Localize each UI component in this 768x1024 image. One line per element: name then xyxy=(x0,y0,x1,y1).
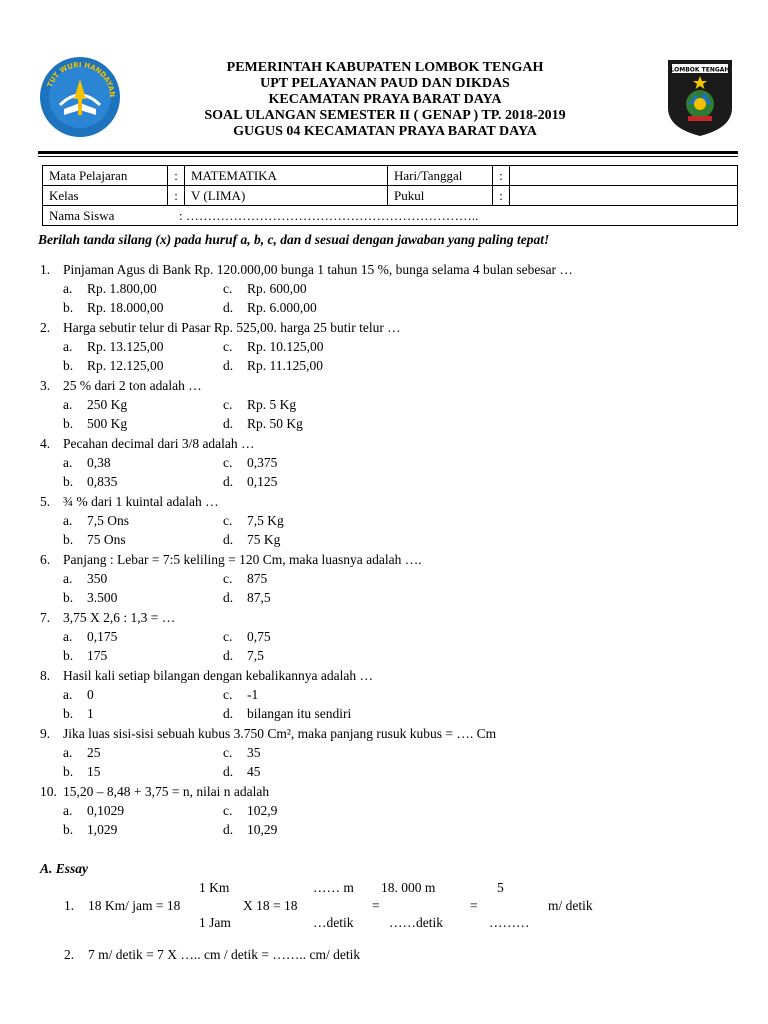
option-letter[interactable]: c. xyxy=(223,803,233,818)
option-text: Rp. 1.800,00 xyxy=(87,281,157,296)
option-letter[interactable]: b. xyxy=(63,532,74,547)
option-b xyxy=(63,358,164,374)
option-text: Rp. 6.000,00 xyxy=(247,300,317,315)
question-number: 4. xyxy=(40,436,51,451)
option-letter[interactable]: d. xyxy=(223,822,234,837)
option-c xyxy=(223,629,271,645)
question-text: Harga sebutir telur di Pasar Rp. 525,00. harga 25 butir telur … xyxy=(63,320,401,335)
question-1 xyxy=(40,262,573,278)
option-c xyxy=(223,571,267,587)
option-text: 7,5 xyxy=(247,648,264,663)
option-letter[interactable]: b. xyxy=(63,648,74,663)
option-c xyxy=(223,339,324,355)
option-b xyxy=(63,590,117,606)
option-d xyxy=(223,416,303,432)
option-d xyxy=(223,822,277,838)
option-text: Rp. 50 Kg xyxy=(247,416,303,431)
option-letter[interactable]: d. xyxy=(223,706,234,721)
option-letter[interactable]: c. xyxy=(223,455,233,470)
option-letter[interactable]: c. xyxy=(223,571,233,586)
option-letter[interactable]: d. xyxy=(223,416,234,431)
option-text: 10,29 xyxy=(247,822,278,837)
svg-text:TUT WURI HANDAYANI: TUT WURI HANDAYAN xyxy=(45,60,117,98)
option-letter[interactable]: a. xyxy=(63,455,73,470)
option-text: Rp. 5 Kg xyxy=(247,397,297,412)
option-d xyxy=(223,474,277,490)
option-text: Rp. 11.125,00 xyxy=(247,358,324,373)
option-d xyxy=(223,764,261,780)
option-a xyxy=(63,339,164,355)
option-letter[interactable]: a. xyxy=(63,513,73,528)
option-c xyxy=(223,745,261,761)
option-letter[interactable]: d. xyxy=(223,590,234,605)
student-info-table xyxy=(42,165,738,226)
option-letter[interactable]: c. xyxy=(223,687,233,702)
option-b xyxy=(63,416,127,432)
option-a xyxy=(63,513,129,529)
question-3 xyxy=(40,378,202,394)
option-text: 7,5 Ons xyxy=(87,513,130,528)
question-number: 8. xyxy=(40,668,51,683)
option-text: 45 xyxy=(247,764,261,779)
essay-1-times: X 18 = 18 xyxy=(243,898,298,913)
essay-1-bottom-1: 1 Jam xyxy=(199,915,231,930)
option-a xyxy=(63,803,124,819)
essay-1-main: 18 Km/ jam = 18 xyxy=(88,898,181,913)
question-number: 5. xyxy=(40,494,51,509)
option-text: 0,125 xyxy=(247,474,278,489)
option-c xyxy=(223,803,277,819)
option-a xyxy=(63,455,111,471)
question-text: ¾ % dari 1 kuintal adalah … xyxy=(63,494,219,509)
option-text: bilangan itu sendiri xyxy=(247,706,352,721)
option-text: 0 xyxy=(87,687,94,702)
option-text: 15 xyxy=(87,764,101,779)
header-rule-thick xyxy=(38,151,738,154)
option-letter[interactable]: a. xyxy=(63,281,73,296)
option-b xyxy=(63,706,94,722)
pukul-label: Pukul xyxy=(388,186,493,206)
question-8 xyxy=(40,668,373,684)
option-b xyxy=(63,474,117,490)
option-text: 350 xyxy=(87,571,108,586)
option-a xyxy=(63,397,127,413)
option-b xyxy=(63,648,107,664)
option-c xyxy=(223,455,277,471)
option-letter[interactable]: c. xyxy=(223,281,233,296)
option-text: 7,5 Kg xyxy=(247,513,284,528)
option-letter[interactable]: d. xyxy=(223,300,234,315)
option-a xyxy=(63,745,101,761)
option-letter[interactable]: c. xyxy=(223,513,233,528)
colon: : xyxy=(168,186,185,206)
option-letter[interactable]: a. xyxy=(63,803,73,818)
option-letter[interactable]: a. xyxy=(63,339,73,354)
option-letter[interactable]: b. xyxy=(63,706,74,721)
option-text: 875 xyxy=(247,571,268,586)
nama-siswa-row[interactable] xyxy=(43,206,738,226)
question-4 xyxy=(40,436,255,452)
option-text: Rp. 13.125,00 xyxy=(87,339,164,354)
option-letter[interactable]: d. xyxy=(223,648,234,663)
lombok-tengah-crest xyxy=(666,58,734,138)
option-letter[interactable]: c. xyxy=(223,397,233,412)
option-text: Rp. 10.125,00 xyxy=(247,339,324,354)
mapel-label: Mata Pelajaran xyxy=(43,166,168,186)
option-b xyxy=(63,764,101,780)
essay-2-number: 2. xyxy=(64,947,75,962)
essay-title: A. Essay xyxy=(40,861,89,876)
header-line-5: GUGUS 04 KECAMATAN PRAYA BARAT DAYA xyxy=(233,124,537,139)
option-letter[interactable]: b. xyxy=(63,590,74,605)
option-c xyxy=(223,687,258,703)
pukul-value[interactable] xyxy=(510,186,738,206)
option-letter[interactable]: a. xyxy=(63,687,73,702)
option-letter[interactable]: d. xyxy=(223,764,234,779)
question-2 xyxy=(40,320,401,336)
essay-1-bottom-2: …detik xyxy=(313,915,354,930)
essay-1-equals-2: = xyxy=(470,898,478,913)
document-header xyxy=(150,60,620,140)
hari-value[interactable] xyxy=(510,166,738,186)
question-text: Pinjaman Agus di Bank Rp. 120.000,00 bunga 1 tahun 15 %, bunga selama 4 bulan sebesar … xyxy=(63,262,573,277)
header-rule-thin xyxy=(38,156,738,157)
option-text: Rp. 18.000,00 xyxy=(87,300,164,315)
question-7 xyxy=(40,610,175,626)
option-letter[interactable]: d. xyxy=(223,358,234,373)
option-letter[interactable]: b. xyxy=(63,416,74,431)
option-d xyxy=(223,706,351,722)
option-text: 75 Kg xyxy=(247,532,281,547)
question-text: Jika luas sisi-sisi sebuah kubus 3.750 Cm², maka panjang rusuk kubus = …. Cm xyxy=(63,726,497,741)
option-letter[interactable]: c. xyxy=(223,745,233,760)
question-10 xyxy=(40,784,269,800)
option-text: 0,75 xyxy=(247,629,271,644)
option-text: 0,1029 xyxy=(87,803,125,818)
essay-1-bottom-4: ……… xyxy=(489,915,530,930)
question-text: 15,20 – 8,48 + 3,75 = n, nilai n adalah xyxy=(63,784,270,799)
option-letter[interactable]: b. xyxy=(63,764,74,779)
kelas-label: Kelas xyxy=(43,186,168,206)
essay-1-bottom-3: ……detik xyxy=(389,915,443,930)
option-text: 250 Kg xyxy=(87,397,128,412)
essay-2-text: 7 m/ detik = 7 X ….. cm / detik = …….. cm/ detik xyxy=(88,947,361,962)
option-text: 102,9 xyxy=(247,803,278,818)
option-a xyxy=(63,687,94,703)
instruction: Berilah tanda silang (x) pada huruf a, b, c, dan d sesuai dengan jawaban yang paling tepat! xyxy=(38,232,550,247)
question-number: 3. xyxy=(40,378,51,393)
question-number: 6. xyxy=(40,552,51,567)
option-letter[interactable]: b. xyxy=(63,358,74,373)
essay-1-number: 1. xyxy=(64,898,75,913)
option-text: -1 xyxy=(247,687,259,702)
colon: : xyxy=(493,186,510,206)
option-letter[interactable]: a. xyxy=(63,629,73,644)
colon: : xyxy=(493,166,510,186)
question-5 xyxy=(40,494,219,510)
option-text: 0,835 xyxy=(87,474,118,489)
option-text: 75 Ons xyxy=(87,532,126,547)
question-text: Panjang : Lebar = 7:5 keliling = 120 Cm, maka luasnya adalah …. xyxy=(63,552,422,567)
option-c xyxy=(223,397,296,413)
option-letter[interactable]: c. xyxy=(223,629,233,644)
option-d xyxy=(223,532,280,548)
option-a xyxy=(63,571,107,587)
question-text: 25 % dari 2 ton adalah … xyxy=(63,378,202,393)
essay-1-top-2: …… m xyxy=(313,880,354,895)
option-text: Rp. 12.125,00 xyxy=(87,358,164,373)
question-number: 9. xyxy=(40,726,51,741)
question-text: Pecahan decimal dari 3/8 adalah … xyxy=(63,436,255,451)
header-line-3: KECAMATAN PRAYA BARAT DAYA xyxy=(268,92,502,107)
option-text: 25 xyxy=(87,745,101,760)
option-letter[interactable]: b. xyxy=(63,300,74,315)
hari-label: Hari/Tanggal xyxy=(388,166,493,186)
essay-1-equals-1: = xyxy=(372,898,380,913)
essay-1-tail: m/ detik xyxy=(548,898,593,913)
essay-1-top-3: 18. 000 m xyxy=(381,880,436,895)
option-letter[interactable]: b. xyxy=(63,474,74,489)
nama-label: Nama Siswa xyxy=(49,207,115,223)
tut-wuri-handayani-logo xyxy=(38,55,122,139)
header-line-1: PEMERINTAH KABUPATEN LOMBOK TENGAH xyxy=(226,60,544,75)
option-b xyxy=(63,532,126,548)
option-text: 175 xyxy=(87,648,108,663)
option-b xyxy=(63,300,164,316)
option-text: 0,375 xyxy=(247,455,278,470)
option-text: 35 xyxy=(247,745,261,760)
option-text: 87,5 xyxy=(247,590,271,605)
kelas-value: V (LIMA) xyxy=(185,186,388,206)
option-a xyxy=(63,629,117,645)
option-letter[interactable]: a. xyxy=(63,571,73,586)
option-d xyxy=(223,648,264,664)
option-text: 1 xyxy=(87,706,94,721)
option-text: 1,029 xyxy=(87,822,118,837)
question-9 xyxy=(40,726,496,742)
option-c xyxy=(223,513,284,529)
option-text: 0,38 xyxy=(87,455,111,470)
mapel-value: MATEMATIKA xyxy=(185,166,388,186)
option-c xyxy=(223,281,307,297)
option-text: 3.500 xyxy=(87,590,118,605)
nama-value: : ………………………………………………………….. xyxy=(179,207,479,223)
question-number: 10. xyxy=(40,784,57,799)
option-d xyxy=(223,358,323,374)
option-a xyxy=(63,281,157,297)
essay-1-top-1: 1 Km xyxy=(199,880,230,895)
option-letter[interactable]: a. xyxy=(63,397,73,412)
question-text: 3,75 X 2,6 : 1,3 = … xyxy=(63,610,176,625)
svg-text:LOMBOK TENGAH: LOMBOK TENGAH xyxy=(670,66,730,74)
question-number: 2. xyxy=(40,320,51,335)
option-d xyxy=(223,300,317,316)
option-d xyxy=(223,590,271,606)
question-text: Hasil kali setiap bilangan dengan kebalikannya adalah … xyxy=(63,668,374,683)
option-letter[interactable]: c. xyxy=(223,339,233,354)
option-b xyxy=(63,822,117,838)
colon: : xyxy=(168,166,185,186)
option-text: Rp. 600,00 xyxy=(247,281,307,296)
question-6 xyxy=(40,552,422,568)
option-letter[interactable]: b. xyxy=(63,822,74,837)
option-letter[interactable]: d. xyxy=(223,474,234,489)
option-letter[interactable]: d. xyxy=(223,532,234,547)
essay-1-top-4: 5 xyxy=(497,880,504,895)
option-text: 0,175 xyxy=(87,629,118,644)
question-number: 7. xyxy=(40,610,51,625)
header-line-2: UPT PELAYANAN PAUD DAN DIKDAS xyxy=(260,76,510,91)
question-number: 1. xyxy=(40,262,51,277)
option-letter[interactable]: a. xyxy=(63,745,73,760)
option-text: 500 Kg xyxy=(87,416,128,431)
header-line-4: SOAL ULANGAN SEMESTER II ( GENAP ) TP. 2018-2019 xyxy=(204,108,566,123)
